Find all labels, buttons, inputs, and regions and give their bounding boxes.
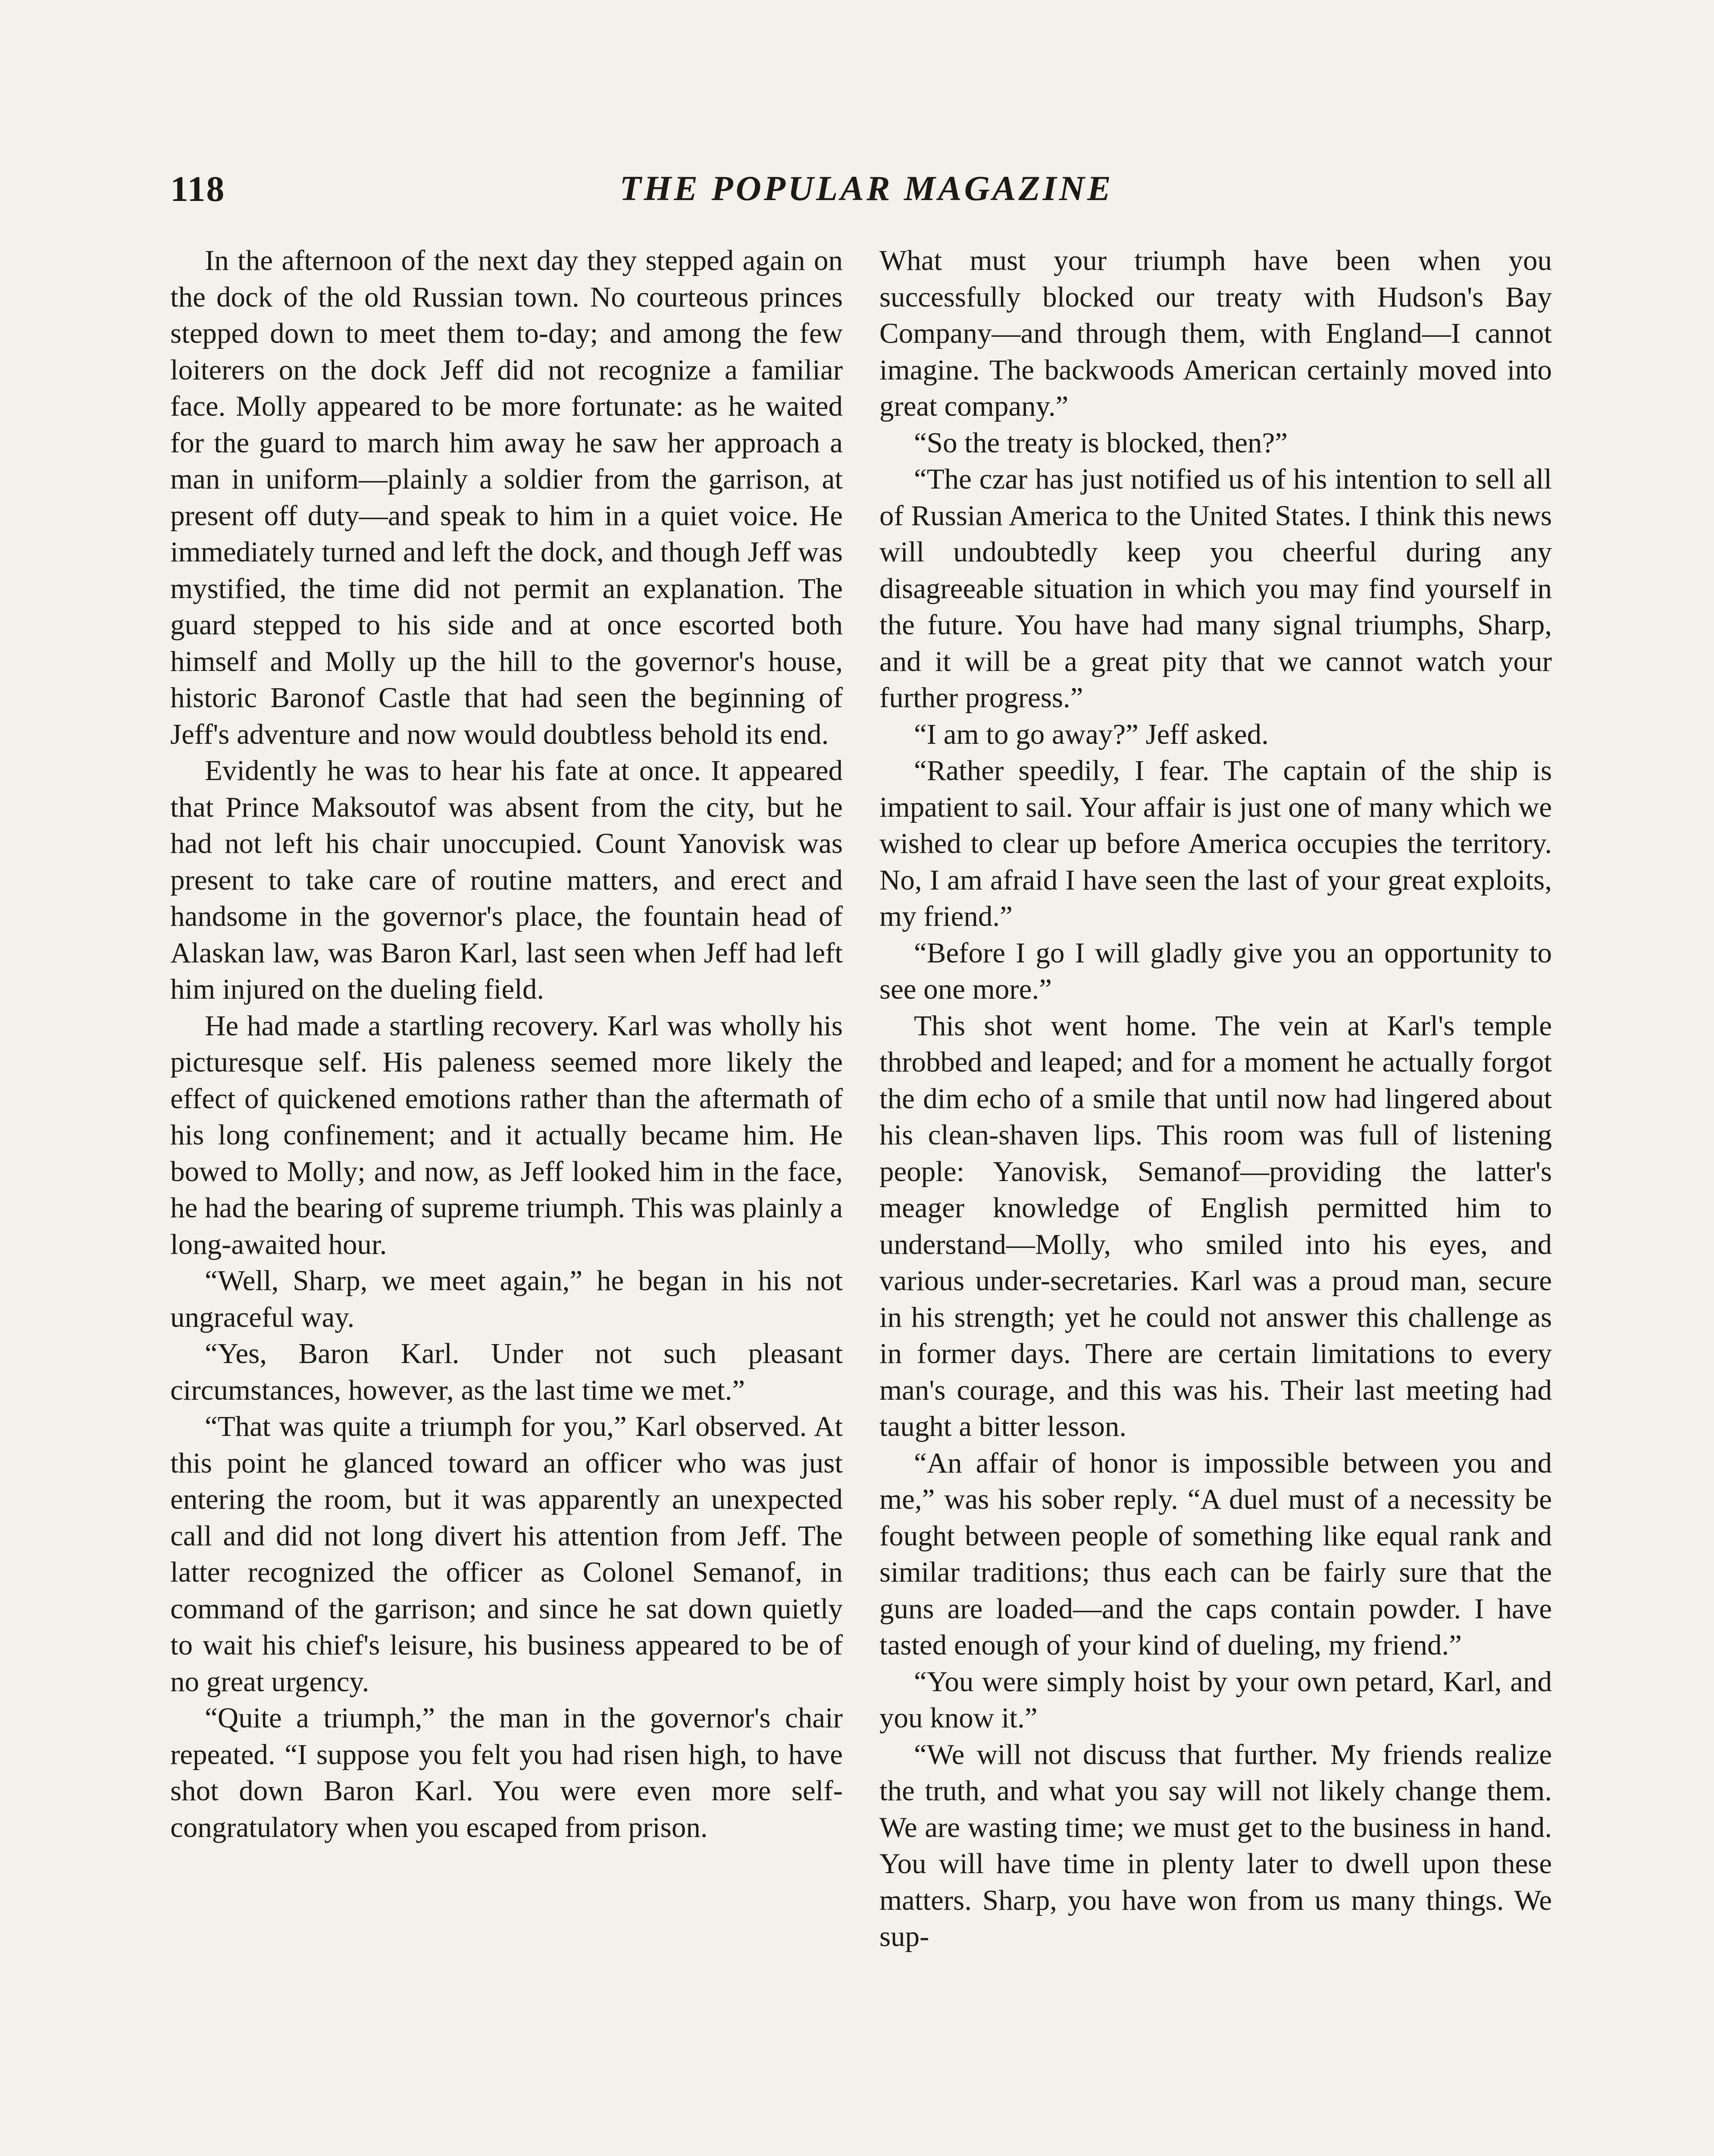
paragraph: “I am to go away?” Jeff asked. — [914, 718, 1269, 750]
paragraph: In the afternoon of the next day they stepped again on the dock of the old Russian town. No courteous princes stepped down to meet them to-day; and among the few loiterers on the dock Jeff did not recognize a familiar face. Molly appeared to be more fortunate: as he waited for the guard to march him away he saw her approach a man in uniform—plainly a soldier from the garrison, at present off duty—and speak to him in a quiet voice. He immediately turned and left the dock, and though Jeff was mystified, the time did not permit an explanation. The guard stepped to his side and at once escorted both himself and Molly up the hill to the governor's house, historic Baronof Castle that had seen the beginning of Jeff's adventure and now would doubtless behold its end. — [170, 244, 843, 750]
paragraph: “An affair of honor is impossible between you and me,” was his sober reply. “A duel must of a necessity be fought between people of something like equal rank and similar traditions; thus each can be fairly sure that the guns are loaded—and the caps contain powder. I have tasted enough of your kind of dueling, my friend.” — [879, 1447, 1552, 1661]
paragraph: “Quite a triumph,” the man in the governor's chair repeated. “I suppose you felt you had risen high, to have shot down Baron Karl. You were even more self-congratulatory when you escaped from prison. — [170, 1702, 843, 1843]
paragraph: He had made a startling recovery. Karl was wholly his picturesque self. His paleness seemed more likely the effect of quickened emotions rather than the aftermath of his long confinement; and it actually became him. He bowed to Molly; and now, as Jeff looked him in the face, he had the bearing of supreme triumph. This was plainly a long-awaited hour. — [170, 1009, 843, 1260]
paragraph: “You were simply hoist by your own petard, Karl, and you know it.” — [879, 1665, 1552, 1734]
page-header — [170, 168, 1563, 216]
paragraph: This shot went home. The vein at Karl's temple throbbed and leaped; and for a moment he actually forgot the dim echo of a smile that until now had lingered about his clean-shaven lips. This room was full of listening people: Yanovisk, Semanof—providing the latter's meager knowledge of English permitted him to understand—Molly, who smiled into his eyes, and various under-secretaries. Karl was a proud man, secure in his strength; yet he could not answer this challenge as in former days. There are certain limitations to every man's courage, and this was his. Their last meeting had taught a bitter lesson. — [879, 1009, 1552, 1442]
paragraph: “So the treaty is blocked, then?” — [914, 426, 1288, 459]
paragraph: “That was quite a triumph for you,” Karl observed. At this point he glanced toward an officer who was just entering the room, but it was apparently an unexpected call and did not long divert his attention from Jeff. The latter recognized the officer as Colonel Semanof, in command of the garrison; and since he sat down quietly to wait his chief's leisure, his business appeared to be of no great urgency. — [170, 1410, 843, 1698]
paragraph: Evidently he was to hear his fate at once. It appeared that Prince Maksoutof was absent from the city, but he had not left his chair unoccupied. Count Yanovisk was present to take care of routine matters, and erect and handsome in the governor's place, the fountain head of Alaskan law, was Baron Karl, last seen when Jeff had left him injured on the dueling field. — [170, 755, 843, 1005]
paragraph: “We will not discuss that further. My friends realize the truth, and what you say will not likely change them. We are wasting time; we must get to the business in hand. You will have time in plenty later to dwell upon these matters. Sharp, you have won from us many things. We sup- — [879, 1738, 1552, 1952]
paragraph: “Yes, Baron Karl. Under not such pleasant circumstances, however, as the last time we met.” — [170, 1338, 843, 1406]
paragraph: “Rather speedily, I fear. The captain of the ship is impatient to sail. Your affair is just one of many which we wished to clear up before America occupies the territory. No, I am afraid I have seen the last of your great exploits, my friend.” — [879, 755, 1552, 932]
right-column — [879, 242, 1552, 1955]
paragraph-continuation: What must your triumph have been when you successfully blocked our treaty with Hudson's Bay Company—and through them, with England—I cannot imagine. The backwoods American certainly moved into great company.” — [879, 244, 1552, 422]
left-column — [170, 242, 843, 1846]
running-title: THE POPULAR MAGAZINE — [619, 169, 1113, 208]
paragraph: “Well, Sharp, we meet again,” he began in his not ungraceful way. — [170, 1265, 843, 1333]
page-number: 118 — [170, 169, 225, 209]
paragraph: “The czar has just notified us of his intention to sell all of Russian America to the United States. I think this news will undoubtedly keep you cheerful during any disagreeable situation in which you may find yourself in the future. You have had many signal triumphs, Sharp, and it will be a great pity that we cannot watch your further progress.” — [879, 463, 1552, 714]
paragraph: “Before I go I will gladly give you an opportunity to see one more.” — [879, 937, 1552, 1005]
